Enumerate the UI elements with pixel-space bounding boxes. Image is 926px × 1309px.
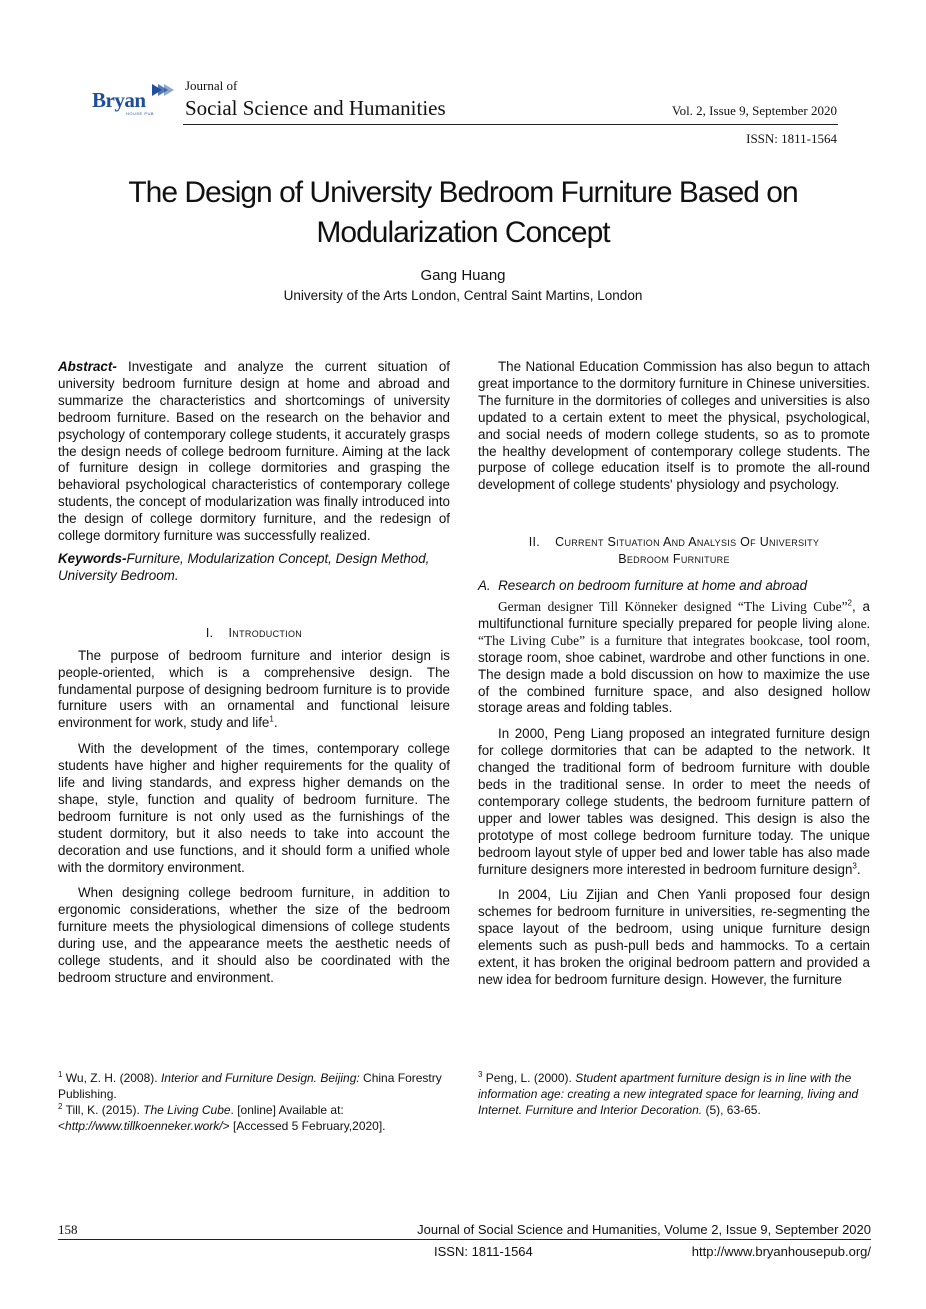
right-paragraph-2 [478,726,870,878]
right-p1-d: tool room, storage room, shoe cabinet, wardrobe and other functions in one. The design made a bold discussion on how to maximize the use of the combined furniture space, and also designed hollow storage areas and folding tables. [478,632,870,716]
logo-text: Bryan [92,88,146,112]
footnote-2-a: Till, K. (2015). [62,1103,144,1117]
right-paragraph-0: The National Education Commission has also begun to attach great importance to the dormitory furniture in Chinese universities. The furniture in the dormitories of colleges and universities is also updated to a certain extent to meet the physical, psychological, and social needs of modern college students, so as to promote the healthy development of contemporary college students. The purpose of college education itself is to promote the all-round development of college students' physiology and psychology. [478,359,870,493]
footnote-3-a: Peng, L. (2000). [482,1071,576,1085]
footnotes-right [478,1070,870,1118]
footnote-3-number: 3 [478,1070,483,1079]
paper-title [60,173,866,253]
footer-url-link[interactable]: http://www.bryanhousepub.org/ [691,1244,871,1259]
footer-journal-line: Journal of Social Science and Humanities, Volume 2, Issue 9, September 2020 [417,1222,871,1237]
logo-subtext: HOUSE PUB [126,111,155,116]
header-issn: ISSN: 1811-1564 [746,131,837,146]
author-affiliation: University of the Arts London, Central Saint Martins, London [283,288,643,303]
section-2-heading-line-2: Bedroom Furniture [618,552,730,567]
intro-paragraph-3: When designing college bedroom furniture, in addition to ergonomic considerations, whether the size of the bedroom furniture meets the physiological dimensions of college students during use, and the appearance meets the aesthetic needs of college students, and it should also be coordinated with the bedroom structure and environment. [58,885,450,985]
keywords [58,551,450,585]
footnote-1-a: Wu, Z. H. (2008). [62,1071,161,1085]
keywords-label: Keywords- [58,550,127,566]
right-p2-text: In 2000, Peng Liang proposed an integrated furniture design for college dormitories that can be adapted to the network. It changed the traditional form of bedroom furniture with double beds in the traditional sense. In order to meet the needs of contemporary college students, the bedroom furniture pattern of upper and lower tables was designed. This design is also the prototype of most college bedroom furniture today. The unique bedroom layout style of upper bed and lower table has also made furniture designers more interested in bedroom furniture design [478,726,870,877]
right-p1-a: German designer Till Könneker designed “The Living Cube” [498,598,848,614]
footnote-2-b: . [online] Available at:< [58,1103,344,1133]
footnote-ref-3: 3 [852,861,857,871]
footer-issn: ISSN: 1811-1564 [434,1244,533,1259]
author-name: Gang Huang [420,267,506,284]
footnote-1 [58,1070,453,1102]
right-p2-end: . [856,861,861,877]
journal-of-label: Journal of [185,78,238,93]
footnote-2-url-link[interactable]: http://www.tillkoenneker.work/ [65,1119,223,1133]
page-number: 158 [58,1222,78,1237]
logo-arrows-icon [148,80,178,108]
abstract-text: Investigate and analyze the current situation of university bedroom furniture design at home and abroad and summarize the characteristics and shortcomings of university bedroom furniture. Based on the research on the behavior and psychology of contemporary college students, it accurately grasps the design needs of college bedroom furniture. Aiming at the lack of furniture design in college dormitories and grasping the behavioral psychological characteristics of contemporary college students, the concept of modularization was finally introduced into the design of college dormitory furniture, and the redesign of college dormitory furniture was successfully realized. [58,359,450,544]
footnote-2-title: The Living Cube [143,1103,231,1117]
abstract-label: Abstract- [58,359,117,374]
footnote-2-number: 2 [58,1102,63,1111]
publisher-logo [92,80,187,122]
right-column [478,359,870,989]
right-paragraph-3: In 2004, Liu Zijian and Chen Yanli proposed four design schemes for bedroom furniture in universities, re-segmenting the space layout of the bedroom, using unique furniture design elements such as push-pull beds and hammocks. To a certain extent, it has broken the original bedroom pattern and provided a new idea for bedroom furniture design. However, the furniture [478,887,870,987]
subsection-a-heading: A. Research on bedroom furniture at home and abroad [478,578,808,594]
footnotes-left [58,1070,453,1134]
abstract [58,359,450,545]
footnote-1-title: Interior and Furniture Design. Beijing: [160,1071,360,1085]
volume-issue: Vol. 2, Issue 9, September 2020 [671,103,837,118]
journal-name: Social Science and Humanities [185,96,446,120]
footnote-2 [58,1102,453,1134]
right-paragraph-1 [478,599,870,717]
intro-paragraph-2: With the development of the times, contemporary college students have higher and higher requirements for the quality of life and living standards, and express higher demands on the shape, style, function and quality of bedroom furniture. The bedroom furniture is not only used as the furnishings of the student dormitory, but it also needs to take into account the decoration and use functions, and it should form a unified whole with the dormitory environment. [58,741,450,875]
title-line-2: Modularization Concept [316,216,610,249]
section-1-heading: I. Introduction [205,625,303,640]
footnote-2-c: > [Accessed 5 February,2020]. [222,1119,386,1133]
right-p1-c: alone. “The Living Cube” is a furniture that integrates bookcase, [478,615,870,648]
header-divider [183,124,838,125]
section-2-heading-line-1: II. Current Situation And Analysis Of University [528,535,820,550]
intro-p1-end: . [273,715,278,731]
intro-paragraph-1 [58,648,450,733]
intro-p1-text: The purpose of bedroom furniture and interior design is people-oriented, which is a comprehensive design. The fundamental purpose of designing bedroom furniture is to provide furniture users with an ornamental and functional leisure environment for work, study and life [58,647,450,731]
footnote-3 [478,1070,870,1118]
footer-divider [58,1239,871,1240]
footnote-ref-1: 1 [269,714,274,724]
title-line-1: The Design of University Bedroom Furniture Based on [128,176,798,209]
right-p1-b: , a multifunctional furniture specially prepared for people living [478,598,870,631]
footnote-3-title: Student apartment furniture design is in line with the information age: creating a new integrated space for learning, living and Internet. Furniture and Interior Decoration. [478,1071,859,1117]
left-column [58,359,450,987]
footnote-ref-2: 2 [847,598,852,608]
footnote-1-b: China Forestry Publishing. [58,1071,442,1101]
keywords-text: Furniture, Modularization Concept, Design Method, University Bedroom. [58,550,430,583]
footnote-3-b: (5), 63-65. [702,1103,761,1117]
footnote-1-number: 1 [58,1070,63,1079]
